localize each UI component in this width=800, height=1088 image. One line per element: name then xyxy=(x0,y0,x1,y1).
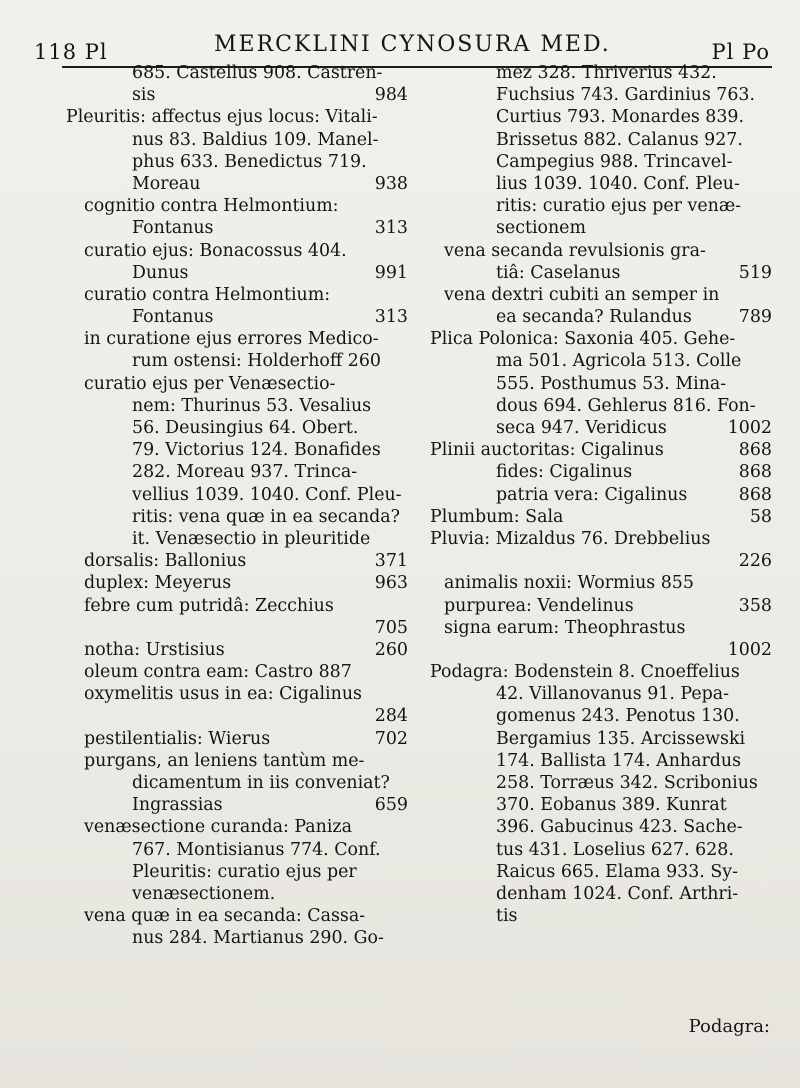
index-line xyxy=(66,839,408,861)
index-line xyxy=(66,217,408,239)
index-line xyxy=(66,528,408,550)
index-line xyxy=(66,106,408,128)
index-entry-text: Pleuritis: curatio ejus per xyxy=(132,861,357,882)
index-line xyxy=(430,617,772,639)
index-entry-text: cognitio contra Helmontium: xyxy=(84,196,339,217)
index-line xyxy=(66,595,408,617)
index-entry-text: venæsectionem. xyxy=(132,883,276,904)
index-line xyxy=(66,905,408,927)
index-entry-text: it. Venæsectio in pleuritide xyxy=(132,528,371,549)
index-entry-text: denham 1024. Conf. Arthri- xyxy=(496,883,739,904)
index-line xyxy=(66,395,408,417)
index-entry-text: sectionem xyxy=(496,218,586,239)
page-number: 118 Pl xyxy=(34,40,108,64)
index-page-ref: 868 xyxy=(738,462,772,483)
index-line xyxy=(430,106,772,128)
index-line xyxy=(66,350,408,372)
index-line xyxy=(430,705,772,727)
index-entry-text: febre cum putridâ: Zecchius xyxy=(84,595,334,616)
index-line xyxy=(66,750,408,772)
index-page-ref: 868 xyxy=(738,484,772,505)
index-line xyxy=(66,240,408,262)
index-entry-text: 396. Gabucinus 423. Sache- xyxy=(496,817,743,838)
index-line xyxy=(66,639,408,661)
index-entry-text: sis xyxy=(132,85,156,106)
index-page-ref: 702 xyxy=(374,728,408,749)
index-line xyxy=(66,484,408,506)
index-line xyxy=(66,417,408,439)
index-entry-text: Brissetus 882. Calanus 927. xyxy=(496,129,743,150)
index-entry-text: 56. Deusingius 64. Obert. xyxy=(132,418,359,438)
index-entry-text: Plumbum: Sala xyxy=(430,506,564,527)
index-page-ref: 313 xyxy=(374,307,408,328)
index-entry-text: Pleuritis: affectus ejus locus: Vitali- xyxy=(66,107,378,128)
index-line xyxy=(430,284,772,306)
index-entry-text: dicamentum in iis conveniat? xyxy=(132,773,390,793)
index-entry-text: ea secanda? Rulandus xyxy=(496,307,692,328)
right-column xyxy=(430,62,772,927)
index-entry-text: Raicus 665. Elama 933. Sy- xyxy=(496,861,738,882)
index-line xyxy=(66,262,408,284)
index-entry-text: seca 947. Veridicus xyxy=(496,418,667,438)
index-entry-text: Fontanus xyxy=(132,307,214,328)
index-entry-text: pestilentialis: Wierus xyxy=(84,728,271,749)
index-page-ref: 519 xyxy=(738,262,772,283)
index-page-ref: 659 xyxy=(374,795,408,816)
index-entry-text: ma 501. Agricola 513. Colle xyxy=(496,351,742,372)
index-line xyxy=(66,794,408,816)
index-page-ref: 1002 xyxy=(727,639,772,660)
index-line xyxy=(66,173,408,195)
index-line xyxy=(430,639,772,661)
index-entry-text: 555. Posthumus 53. Mina- xyxy=(496,373,727,394)
index-line xyxy=(430,794,772,816)
index-entry-text: dous 694. Gehlerus 816. Fon- xyxy=(496,395,756,416)
index-line xyxy=(430,484,772,506)
index-entry-text: 174. Ballista 174. Anhardus xyxy=(496,750,742,771)
index-entry-text: animalis noxii: Wormius 855 xyxy=(444,573,694,594)
index-line xyxy=(66,861,408,883)
index-page-ref: 963 xyxy=(374,573,408,594)
header-right-letters: Pl Po xyxy=(711,40,770,64)
index-entry-text: mez 328. Thriverius 432. xyxy=(496,63,717,83)
index-entry-text: Dunus xyxy=(132,262,189,283)
index-line xyxy=(430,240,772,262)
index-entry-text: in curatione ejus errores Medico- xyxy=(84,329,379,350)
index-entry-text: nus 83. Baldius 109. Manel- xyxy=(132,129,379,150)
index-line xyxy=(430,461,772,483)
index-entry-text: 685. Castellus 908. Castren- xyxy=(132,63,383,83)
index-entry-text: 42. Villanovanus 91. Pepa- xyxy=(496,684,729,705)
index-page-ref: 991 xyxy=(374,262,408,283)
index-line xyxy=(430,816,772,838)
index-line xyxy=(66,306,408,328)
index-line xyxy=(66,506,408,528)
index-line xyxy=(430,395,772,417)
index-line xyxy=(430,373,772,395)
index-entry-text: Bergamius 135. Arcissewski xyxy=(496,728,746,749)
index-page-ref: 938 xyxy=(374,173,408,194)
index-line xyxy=(66,683,408,705)
index-entry-text: oxymelitis usus in ea: Cigalinus xyxy=(84,684,362,705)
index-entry-text: vena quæ in ea secanda: Cassa- xyxy=(84,906,366,927)
index-entry-text: curatio ejus per Venæsectio- xyxy=(84,373,336,394)
index-entry-text: curatio ejus: Bonacossus 404. xyxy=(84,240,347,261)
index-entry-text: rum ostensi: Holderhoff 260 xyxy=(132,351,381,372)
index-line xyxy=(66,461,408,483)
index-line xyxy=(430,750,772,772)
index-entry-text: 282. Moreau 937. Trinca- xyxy=(132,462,358,483)
index-line xyxy=(66,84,408,106)
index-line xyxy=(66,927,408,949)
index-line xyxy=(430,328,772,350)
index-page-ref: 371 xyxy=(374,551,408,572)
index-entry-text: lius 1039. 1040. Conf. Pleu- xyxy=(496,173,740,194)
page-title: MERCKLINI CYNOSURA MED. xyxy=(214,32,611,57)
index-page-ref: 58 xyxy=(749,506,772,527)
index-line xyxy=(66,572,408,594)
index-entry-text: phus 633. Benedictus 719. xyxy=(132,151,367,172)
index-page-ref: 789 xyxy=(738,307,772,328)
index-entry-text: Plica Polonica: Saxonia 405. Gehe- xyxy=(430,329,736,350)
index-line xyxy=(430,262,772,284)
index-entry-text: Fontanus xyxy=(132,218,214,239)
left-column xyxy=(66,62,408,950)
index-line xyxy=(66,62,408,84)
index-line xyxy=(66,883,408,905)
index-entry-text: Podagra: Bodenstein 8. Cnoeffelius xyxy=(430,662,740,683)
index-entry-text: 767. Montisianus 774. Conf. xyxy=(132,839,381,860)
index-page-ref: 358 xyxy=(738,595,772,616)
index-entry-text: signa earum: Theophrastus xyxy=(444,617,686,638)
index-line xyxy=(430,683,772,705)
index-line xyxy=(66,284,408,306)
index-line xyxy=(66,617,408,639)
index-page-ref: 260 xyxy=(374,639,408,660)
index-line xyxy=(66,661,408,683)
index-line xyxy=(430,905,772,927)
index-entry-text: Campegius 988. Trincavel- xyxy=(496,151,733,172)
index-entry-text: notha: Urstisius xyxy=(84,639,225,660)
index-entry-text: nus 284. Martianus 290. Go- xyxy=(132,928,384,949)
index-line xyxy=(430,772,772,794)
index-entry-text: tis xyxy=(496,906,518,927)
index-entry-text: Plinii auctoritas: Cigalinus xyxy=(430,440,664,461)
index-line xyxy=(430,217,772,239)
index-page-ref: 284 xyxy=(374,706,408,727)
index-line xyxy=(430,550,772,572)
index-page-ref: 984 xyxy=(374,85,408,106)
index-line xyxy=(430,439,772,461)
index-entry-text: purgans, an leniens tantùm me- xyxy=(84,750,365,771)
index-line xyxy=(430,173,772,195)
index-line xyxy=(430,129,772,151)
index-entry-text: duplex: Meyerus xyxy=(84,573,232,594)
index-page-ref: 313 xyxy=(374,218,408,239)
index-entry-text: Pluvia: Mizaldus 76. Drebbelius xyxy=(430,528,711,549)
index-entry-text: fides: Cigalinus xyxy=(496,462,633,483)
index-line xyxy=(430,417,772,439)
index-entry-text: Curtius 793. Monardes 839. xyxy=(496,107,745,128)
index-entry-text: gomenus 243. Penotus 130. xyxy=(496,706,740,727)
index-entry-text: ritis: vena quæ in ea secanda? xyxy=(132,506,400,527)
index-line xyxy=(430,306,772,328)
index-page-ref: 1002 xyxy=(727,418,772,438)
index-line xyxy=(66,816,408,838)
running-header xyxy=(34,26,770,64)
index-entry-text: tiâ: Caselanus xyxy=(496,262,621,283)
index-line xyxy=(430,195,772,217)
index-line xyxy=(430,883,772,905)
index-line xyxy=(66,550,408,572)
index-entry-text: vena secanda revulsionis gra- xyxy=(444,240,706,261)
index-line xyxy=(430,595,772,617)
index-entry-text: vellius 1039. 1040. Conf. Pleu- xyxy=(132,484,402,505)
index-entry-text: vena dextri cubiti an semper in xyxy=(444,284,720,305)
index-line xyxy=(66,328,408,350)
index-line xyxy=(430,661,772,683)
index-line xyxy=(430,506,772,528)
index-line xyxy=(430,350,772,372)
index-line xyxy=(66,439,408,461)
index-line xyxy=(66,129,408,151)
index-entry-text: venæsectione curanda: Paniza xyxy=(84,817,352,838)
index-line xyxy=(66,195,408,217)
index-entry-text: dorsalis: Ballonius xyxy=(84,551,247,572)
index-page-ref: 868 xyxy=(738,440,772,461)
index-entry-text: patria vera: Cigalinus xyxy=(496,484,688,505)
index-line xyxy=(430,572,772,594)
index-entry-text: curatio contra Helmontium: xyxy=(84,284,331,305)
index-line xyxy=(430,84,772,106)
index-line xyxy=(430,861,772,883)
index-line xyxy=(66,728,408,750)
index-line xyxy=(430,151,772,173)
index-line xyxy=(66,373,408,395)
catchword: Podagra: xyxy=(688,1016,770,1037)
index-entry-text: nem: Thurinus 53. Vesalius xyxy=(132,395,372,416)
index-entry-text: 258. Torræus 342. Scribonius xyxy=(496,773,758,793)
index-entry-text: tus 431. Loselius 627. 628. xyxy=(496,839,734,860)
index-line xyxy=(66,151,408,173)
index-page-ref: 705 xyxy=(374,617,408,638)
index-line xyxy=(66,705,408,727)
index-entry-text: ritis: curatio ejus per venæ- xyxy=(496,196,742,217)
index-entry-text: Ingrassias xyxy=(132,795,223,816)
index-line xyxy=(66,772,408,794)
index-line xyxy=(430,62,772,84)
index-entry-text: Moreau xyxy=(132,173,201,194)
index-entry-text: 370. Eobanus 389. Kunrat xyxy=(496,795,727,816)
index-entry-text: Fuchsius 743. Gardinius 763. xyxy=(496,85,755,106)
index-line xyxy=(430,839,772,861)
index-entry-text: oleum contra eam: Castro 887 xyxy=(84,662,352,683)
index-entry-text: 79. Victorius 124. Bonafides xyxy=(132,440,381,461)
index-line xyxy=(430,728,772,750)
index-line xyxy=(430,528,772,550)
index-entry-text: purpurea: Vendelinus xyxy=(444,595,634,616)
index-page-ref: 226 xyxy=(738,551,772,572)
